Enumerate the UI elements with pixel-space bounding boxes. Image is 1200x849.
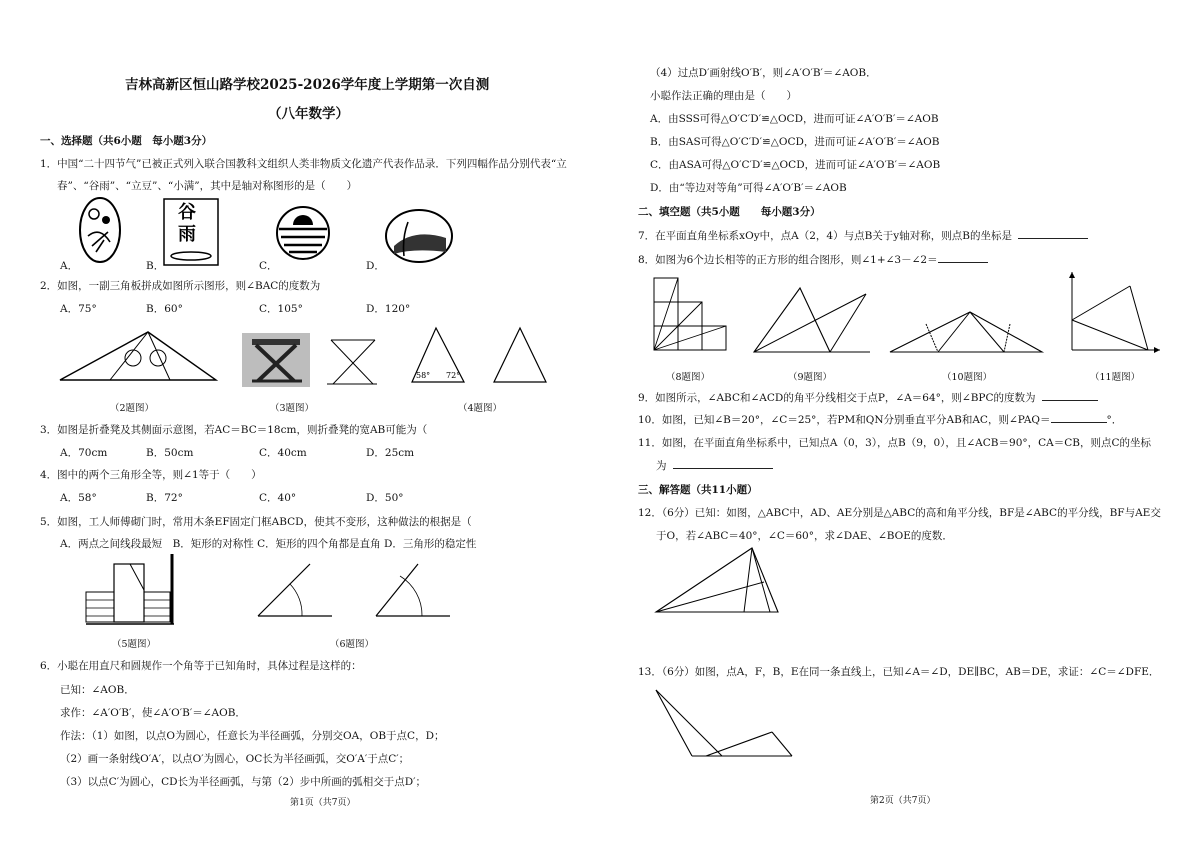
figure-6-angle-a-prime bbox=[370, 560, 454, 622]
page-subtitle: （八年数学） bbox=[268, 106, 349, 122]
q6-option-d[interactable]: D．由“等边对等角”可得∠A′O′B′＝∠AOB bbox=[650, 182, 847, 194]
figure-2-caption: （2题图） bbox=[110, 403, 155, 414]
solar-term-xiaoman-image bbox=[384, 208, 454, 264]
solar-term-lixia-image bbox=[276, 205, 330, 261]
q3-option-b[interactable]: B．50cm bbox=[146, 447, 194, 459]
question-6-step-3: （3）以点C′为圆心，CD长为半径画弧，与第（2）步中所画的弧相交于点D′； bbox=[60, 776, 427, 788]
question-11-text: 11．如图，在平面直角坐标系中，已知点A（0，3），点B（9，0），且∠ACB＝90°，CA＝CB，则点C的坐标 bbox=[638, 437, 1152, 449]
figure-4-triangle-left bbox=[408, 326, 468, 388]
q4-option-d[interactable]: D．50° bbox=[366, 492, 404, 504]
figure-10-caption: （10题图） bbox=[942, 372, 993, 383]
figure-11-coordinate-plane bbox=[1058, 270, 1162, 360]
q4-option-b[interactable]: B．72° bbox=[146, 492, 183, 504]
q2-option-c[interactable]: C．105° bbox=[259, 303, 303, 315]
question-12-text: 12．（6分）已知：如图，△ABC中，AD、AE分别是△ABC的高和角平分线，BF是∠ABC的平分线，BF与AE交 bbox=[638, 507, 1161, 519]
question-8-body: 8．如图为6个边长相等的正方形的组合图形，则∠1+∠3－∠2＝ bbox=[638, 254, 938, 266]
section-solve-heading: 三、解答题（共11小题） bbox=[638, 484, 758, 496]
q5-options[interactable]: A．两点之间线段最短 B．矩形的对称性 C．矩形的四个角都是直角 D．三角形的稳定性 bbox=[60, 538, 477, 550]
page-2-footer: 第2页（共7页） bbox=[870, 796, 936, 806]
question-5-text: 5．如图，工人师傅砌门时，常用木条EF固定门框ABCD，使其不变形，这种做法的根据是（ bbox=[40, 516, 472, 528]
question-6-ask: 求作：∠A′O′B′，使∠A′O′B′＝∠AOB． bbox=[60, 707, 246, 719]
figure-9-triangle-bisectors bbox=[750, 282, 872, 360]
q8-answer-blank[interactable] bbox=[938, 262, 988, 263]
figure-5-caption: （5题图） bbox=[112, 639, 157, 650]
question-11-text-cont bbox=[656, 459, 773, 473]
question-6-intro: 6．小聪在用直尺和圆规作一个角等于已知角时，具体过程是这样的： bbox=[40, 660, 362, 672]
page-2 bbox=[600, 0, 1200, 849]
question-10-body: 10．如图，已知∠B＝20°，∠C＝25°，若PM和QN分别垂直平分AB和AC，则∠PAQ＝ bbox=[638, 414, 1051, 426]
question-6-step-4: （4）过点D′画射线O′B′，则∠A′O′B′＝∠AOB． bbox=[650, 67, 877, 79]
question-1-text-cont: 春”、“谷雨”、“立豆”、“小满”，其中是轴对称图形的是（ ） bbox=[57, 180, 358, 192]
figure-6-angle-aob bbox=[252, 560, 336, 622]
figure-6-caption: （6题图） bbox=[330, 639, 375, 650]
figure-12-triangle-abc bbox=[652, 544, 788, 626]
q2-option-d[interactable]: D．120° bbox=[366, 303, 411, 315]
q6-option-a[interactable]: A．由SSS可得△O′C′D′≌△OCD，进而可证∠A′O′B′＝∠AOB bbox=[650, 113, 939, 125]
q10-unit: °． bbox=[1106, 414, 1123, 426]
question-6-step-1: 作法：（1）如图，以点O为圆心，任意长为半径画弧，分别交OA，OB于点C，D； bbox=[60, 730, 445, 742]
question-10-text bbox=[638, 413, 1122, 427]
section-fill-heading: 二、填空题（共5小题 每小题3分） bbox=[638, 206, 821, 218]
grain-rain-char-1: 谷 bbox=[178, 202, 196, 223]
figure-9-caption: （9题图） bbox=[788, 372, 833, 383]
solar-term-guyu-image bbox=[163, 198, 219, 268]
q6-option-b[interactable]: B．由SAS可得△O′C′D′≌△OCD，进而可证∠A′O′B′＝∠AOB bbox=[650, 136, 940, 148]
question-8-text bbox=[638, 253, 988, 267]
question-7-text bbox=[638, 229, 1088, 243]
figure-5-door-frame bbox=[86, 554, 178, 630]
q9-answer-blank[interactable] bbox=[1042, 400, 1098, 401]
q2-option-a[interactable]: A．75° bbox=[60, 303, 97, 315]
angle-72-label: 72° bbox=[446, 371, 461, 380]
question-1-text: 1．中国“二十四节气”已被正式列入联合国教科文组织人类非物质文化遗产代表作品录．下列四幅作品分别代表“立 bbox=[40, 158, 567, 170]
q1-option-a[interactable]: A． bbox=[60, 260, 79, 272]
section-choice-heading: 一、选择题（共6小题 每小题3分） bbox=[40, 135, 213, 147]
q3-option-a[interactable]: A．70cm bbox=[60, 447, 108, 459]
q11-answer-blank[interactable] bbox=[673, 468, 773, 469]
q2-option-b[interactable]: B．60° bbox=[146, 303, 183, 315]
page-title: 吉林高新区恒山路学校2025-2026学年度上学期第一次自测 bbox=[125, 77, 490, 93]
figure-13-lines bbox=[652, 686, 800, 768]
figure-11-caption: （11题图） bbox=[1090, 372, 1141, 383]
question-12-text-cont: 于O，若∠ABC＝40°，∠C＝60°，求∠DAE、∠BOE的度数． bbox=[656, 530, 953, 542]
question-9-text bbox=[638, 391, 1098, 405]
q1-option-b[interactable]: B． bbox=[146, 260, 165, 272]
q10-answer-blank[interactable] bbox=[1051, 422, 1107, 423]
figure-3-caption: （3题图） bbox=[270, 403, 315, 414]
figure-2-set-squares bbox=[58, 328, 218, 390]
page-1-footer: 第1页（共7页） bbox=[290, 798, 356, 808]
q1-option-d[interactable]: D． bbox=[366, 260, 385, 272]
question-11-body-cont: 为 bbox=[656, 460, 667, 472]
question-7-body: 7．在平面直角坐标系xOy中，点A（2，4）与点B关于y轴对称，则点B的坐标是 bbox=[638, 230, 1012, 242]
figure-8-squares bbox=[652, 276, 736, 360]
figure-3-stool-photo bbox=[242, 333, 310, 387]
figure-10-perpendicular-bisectors bbox=[886, 306, 1046, 360]
q6-option-c[interactable]: C．由ASA可得△O′C′D′≌△OCD，进而可证∠A′O′B′＝∠AOB bbox=[650, 159, 941, 171]
angle-58-label: 58° bbox=[416, 371, 431, 380]
question-9-body: 9．如图所示，∠ABC和∠ACD的角平分线相交于点P，∠A＝64°，则∠BPC的度数为 bbox=[638, 392, 1036, 404]
q4-option-a[interactable]: A．58° bbox=[60, 492, 97, 504]
question-6-known: 已知：∠AOB． bbox=[60, 684, 135, 696]
question-2-text: 2．如图，一副三角板拼成如图所示图形，则∠BAC的度数为 bbox=[40, 280, 321, 292]
figure-4-triangle-right bbox=[490, 326, 550, 388]
solar-term-lichun-image bbox=[78, 196, 124, 266]
q1-option-c[interactable]: C． bbox=[259, 260, 278, 272]
question-13-text: 13．（6分）如图，点A，F，B，E在同一条直线上，已知∠A＝∠D，DE∥BC，AB＝DE，求证：∠C＝∠DFE． bbox=[638, 666, 1160, 678]
figure-4-caption: （4题图） bbox=[458, 403, 503, 414]
q3-option-c[interactable]: C．40cm bbox=[259, 447, 307, 459]
q3-option-d[interactable]: D．25cm bbox=[366, 447, 415, 459]
q7-answer-blank[interactable] bbox=[1018, 238, 1088, 239]
figure-3-stool-diagram bbox=[323, 328, 381, 392]
question-6-step-2: （2）画一条射线O′A′，以点O′为圆心，OC长为半径画弧，交O′A′于点C′； bbox=[60, 753, 410, 765]
question-6-reason: 小聪作法正确的理由是（ ） bbox=[650, 90, 797, 102]
q4-option-c[interactable]: C．40° bbox=[259, 492, 297, 504]
figure-8-caption: （8题图） bbox=[666, 372, 711, 383]
question-4-text: 4．图中的两个三角形全等，则∠1等于（ ） bbox=[40, 469, 262, 481]
grain-rain-char-2: 雨 bbox=[178, 224, 196, 245]
question-3-text: 3．如图是折叠凳及其侧面示意图，若AC＝BC＝18cm，则折叠凳的宽AB可能为（ bbox=[40, 424, 428, 436]
